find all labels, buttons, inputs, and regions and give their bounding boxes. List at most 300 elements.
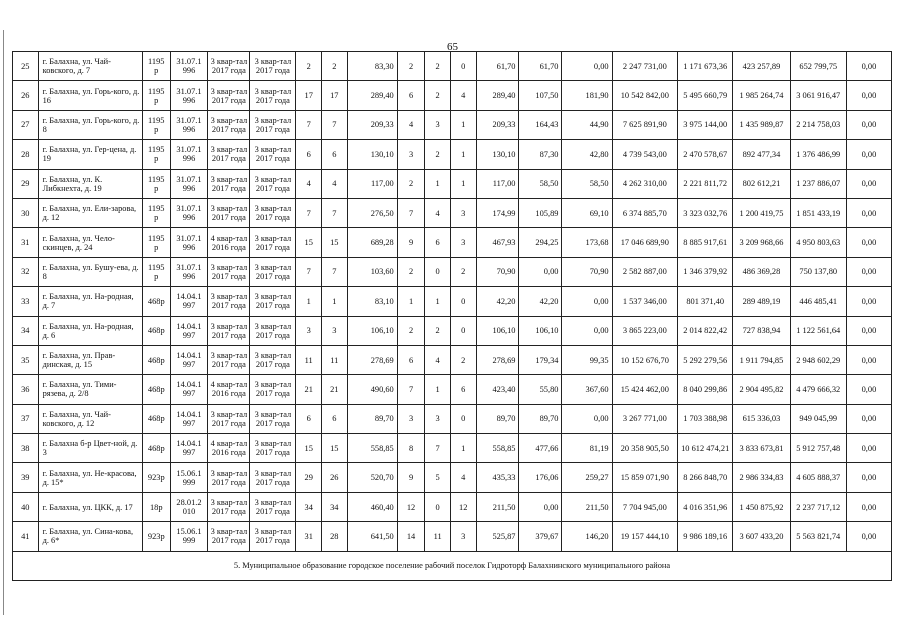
table-row [13,434,892,463]
area-owned-cell: 164,43 [519,110,562,139]
planned-period-cell: 3 квар-тал 2017 года [208,404,250,433]
cost-regional-cell: 1 450 875,92 [733,492,790,521]
premises-owned-cell: 2 [425,52,451,81]
planned-period-cell: 3 квар-тал 2017 года [208,110,250,139]
area-municipal-cell: 181,90 [562,81,612,110]
residents-resettled-cell: 6 [322,404,348,433]
cost-fund-cell: 5 495 660,79 [678,81,733,110]
document-date-cell: 31.07.1 996 [170,52,208,81]
area-municipal-cell: 0,00 [562,52,612,81]
cost-other-cell: 0,00 [846,316,891,345]
premises-total-cell: 3 [397,404,425,433]
cost-total-cell: 10 152 676,70 [612,345,677,374]
cost-regional-cell: 615 336,03 [733,404,790,433]
address-cell: г. Балахна, ул. Гер-цена, д. 19 [38,140,142,169]
area-municipal-cell: 70,90 [562,257,612,286]
document-number-cell: 1195 р [142,110,170,139]
table-row [13,140,892,169]
premises-owned-cell: 7 [425,434,451,463]
document-number-cell: 468р [142,375,170,404]
area-owned-cell: 176,06 [519,463,562,492]
document-date-cell: 31.07.1 996 [170,140,208,169]
planned-period-cell: 3 квар-тал 2017 года [208,140,250,169]
address-cell: г. Балахна, ул. Прав-динская, д. 15 [38,345,142,374]
address-cell: г. Балахна, ул. Бушу-ева, д. 8 [38,257,142,286]
premises-owned-cell: 1 [425,169,451,198]
table-row [13,52,892,81]
area-owned-cell: 477,66 [519,434,562,463]
cost-total-cell: 6 374 885,70 [612,198,677,227]
premises-municipal-cell: 0 [450,316,476,345]
area-cell: 278,69 [347,345,397,374]
area-total-cell: 117,00 [476,169,519,198]
premises-total-cell: 2 [397,169,425,198]
area-cell: 117,00 [347,169,397,198]
table-body [13,52,892,552]
cost-other-cell: 0,00 [846,198,891,227]
row-number: 38 [13,434,39,463]
planned-period-cell: 4 квар-тал 2016 года [208,228,250,257]
residents-cell: 7 [296,257,322,286]
residents-resettled-cell: 7 [322,110,348,139]
row-number: 36 [13,375,39,404]
area-cell: 83,30 [347,52,397,81]
premises-owned-cell: 1 [425,287,451,316]
cost-local-cell: 1 851 433,19 [790,198,846,227]
planned-period-cell: 3 квар-тал 2017 года [208,257,250,286]
area-owned-cell: 294,25 [519,228,562,257]
planned-period-cell: 3 квар-тал 2017 года [208,81,250,110]
cost-fund-cell: 2 221 811,72 [678,169,733,198]
cost-total-cell: 3 267 771,00 [612,404,677,433]
cost-regional-cell: 3 607 433,20 [733,522,790,551]
area-cell: 209,33 [347,110,397,139]
premises-municipal-cell: 2 [450,345,476,374]
residents-resettled-cell: 15 [322,434,348,463]
cost-other-cell: 0,00 [846,110,891,139]
page-number: 65 [447,41,458,53]
completion-period-cell: 3 квар-тал 2017 года [250,345,296,374]
cost-local-cell: 2 214 758,03 [790,110,846,139]
premises-owned-cell: 5 [425,463,451,492]
residents-cell: 7 [296,198,322,227]
planned-period-cell: 4 квар-тал 2016 года [208,375,250,404]
premises-municipal-cell: 2 [450,257,476,286]
residents-resettled-cell: 7 [322,257,348,286]
area-municipal-cell: 0,00 [562,404,612,433]
row-number: 33 [13,287,39,316]
cost-fund-cell: 4 016 351,96 [678,492,733,521]
table-row [13,492,892,521]
cost-fund-cell: 8 266 848,70 [678,463,733,492]
table-row [13,257,892,286]
document-date-cell: 14.04.1 997 [170,375,208,404]
premises-total-cell: 9 [397,228,425,257]
cost-fund-cell: 3 975 144,00 [678,110,733,139]
table-row [13,287,892,316]
completion-period-cell: 3 квар-тал 2017 года [250,198,296,227]
cost-total-cell: 7 704 945,00 [612,492,677,521]
document-number-cell: 1195 р [142,228,170,257]
premises-municipal-cell: 1 [450,140,476,169]
residents-cell: 3 [296,316,322,345]
row-number: 37 [13,404,39,433]
premises-total-cell: 4 [397,110,425,139]
row-number: 26 [13,81,39,110]
row-number: 31 [13,228,39,257]
premises-owned-cell: 3 [425,110,451,139]
premises-municipal-cell: 0 [450,404,476,433]
area-owned-cell: 55,80 [519,375,562,404]
address-cell: г. Балахна, ул. Сина-кова, д. 6* [38,522,142,551]
premises-municipal-cell: 0 [450,287,476,316]
premises-owned-cell: 6 [425,228,451,257]
residents-cell: 6 [296,404,322,433]
area-total-cell: 435,33 [476,463,519,492]
cost-total-cell: 15 424 462,00 [612,375,677,404]
cost-regional-cell: 289 489,19 [733,287,790,316]
planned-period-cell: 3 квар-тал 2017 года [208,316,250,345]
residents-cell: 2 [296,52,322,81]
document-number-cell: 1195 р [142,169,170,198]
residents-cell: 21 [296,375,322,404]
document-number-cell: 1195 р [142,198,170,227]
address-cell: г. Балахна, ул. Чай-ковского, д. 12 [38,404,142,433]
address-cell: г. Балахна, ул. Чело-скинцев, д. 24 [38,228,142,257]
cost-regional-cell: 3 209 968,66 [733,228,790,257]
premises-owned-cell: 0 [425,492,451,521]
residents-cell: 1 [296,287,322,316]
premises-municipal-cell: 1 [450,169,476,198]
area-total-cell: 211,50 [476,492,519,521]
document-number-cell: 1195 р [142,52,170,81]
address-cell: г. Балахна, ул. Горь-кого, д. 8 [38,110,142,139]
premises-municipal-cell: 4 [450,81,476,110]
area-owned-cell: 379,67 [519,522,562,551]
area-municipal-cell: 42,80 [562,140,612,169]
completion-period-cell: 3 квар-тал 2017 года [250,404,296,433]
table-row [13,375,892,404]
planned-period-cell: 3 квар-тал 2017 года [208,492,250,521]
premises-total-cell: 6 [397,345,425,374]
cost-total-cell: 10 542 842,00 [612,81,677,110]
area-cell: 276,50 [347,198,397,227]
document-number-cell: 1195 р [142,140,170,169]
premises-owned-cell: 1 [425,375,451,404]
table-row [13,169,892,198]
address-cell: г. Балахна б-р Цвет-ной, д. 3 [38,434,142,463]
table-row [13,316,892,345]
area-cell: 289,40 [347,81,397,110]
cost-total-cell: 7 625 891,90 [612,110,677,139]
area-cell: 558,85 [347,434,397,463]
cost-local-cell: 5 563 821,74 [790,522,846,551]
document-number-cell: 1195 р [142,257,170,286]
cost-regional-cell: 1 200 419,75 [733,198,790,227]
premises-total-cell: 8 [397,434,425,463]
document-date-cell: 14.04.1 997 [170,434,208,463]
area-total-cell: 525,87 [476,522,519,551]
table-row [13,345,892,374]
address-cell: г. Балахна, ул. ЦКК, д. 17 [38,492,142,521]
area-owned-cell: 42,20 [519,287,562,316]
area-total-cell: 278,69 [476,345,519,374]
planned-period-cell: 3 квар-тал 2017 года [208,52,250,81]
cost-regional-cell: 1 911 794,85 [733,345,790,374]
area-cell: 460,40 [347,492,397,521]
premises-municipal-cell: 6 [450,375,476,404]
document-date-cell: 14.04.1 997 [170,316,208,345]
cost-other-cell: 0,00 [846,434,891,463]
row-number: 28 [13,140,39,169]
premises-municipal-cell: 4 [450,463,476,492]
premises-municipal-cell: 1 [450,434,476,463]
document-date-cell: 31.07.1 996 [170,198,208,227]
area-owned-cell: 89,70 [519,404,562,433]
left-margin-rule [3,30,5,615]
table-row [13,463,892,492]
area-owned-cell: 106,10 [519,316,562,345]
completion-period-cell: 3 квар-тал 2017 года [250,375,296,404]
cost-total-cell: 4 739 543,00 [612,140,677,169]
residents-resettled-cell: 7 [322,198,348,227]
premises-total-cell: 2 [397,52,425,81]
document-date-cell: 31.07.1 996 [170,169,208,198]
table-row [13,198,892,227]
area-municipal-cell: 0,00 [562,287,612,316]
document-number-cell: 1195 р [142,81,170,110]
cost-fund-cell: 10 612 474,21 [678,434,733,463]
area-total-cell: 209,33 [476,110,519,139]
residents-cell: 15 [296,434,322,463]
premises-total-cell: 7 [397,198,425,227]
cost-other-cell: 0,00 [846,52,891,81]
premises-owned-cell: 3 [425,404,451,433]
document-date-cell: 31.07.1 996 [170,81,208,110]
cost-other-cell: 0,00 [846,169,891,198]
cost-total-cell: 19 157 444,10 [612,522,677,551]
document-number-cell: 468р [142,345,170,374]
document-date-cell: 28.01.2 010 [170,492,208,521]
cost-local-cell: 750 137,80 [790,257,846,286]
premises-municipal-cell: 1 [450,110,476,139]
cost-regional-cell: 727 838,94 [733,316,790,345]
document-date-cell: 31.07.1 996 [170,110,208,139]
address-cell: г. Балахна, ул. Тими-рязева, д. 2/8 [38,375,142,404]
area-owned-cell: 87,30 [519,140,562,169]
completion-period-cell: 3 квар-тал 2017 года [250,110,296,139]
residents-resettled-cell: 28 [322,522,348,551]
cost-fund-cell: 3 323 032,76 [678,198,733,227]
document-date-cell: 15.06.1 999 [170,522,208,551]
area-cell: 490,60 [347,375,397,404]
cost-regional-cell: 423 257,89 [733,52,790,81]
row-number: 40 [13,492,39,521]
premises-total-cell: 3 [397,140,425,169]
row-number: 41 [13,522,39,551]
residents-resettled-cell: 4 [322,169,348,198]
area-owned-cell: 179,34 [519,345,562,374]
completion-period-cell: 3 квар-тал 2017 года [250,228,296,257]
address-cell: г. Балахна, ул. Ели-зарова, д. 12 [38,198,142,227]
cost-total-cell: 20 358 905,50 [612,434,677,463]
document-date-cell: 31.07.1 996 [170,228,208,257]
premises-total-cell: 7 [397,375,425,404]
cost-local-cell: 949 045,99 [790,404,846,433]
cost-local-cell: 446 485,41 [790,287,846,316]
cost-other-cell: 0,00 [846,492,891,521]
document-date-cell: 14.04.1 997 [170,287,208,316]
cost-other-cell: 0,00 [846,228,891,257]
premises-owned-cell: 2 [425,140,451,169]
table-row [13,404,892,433]
cost-fund-cell: 5 292 279,56 [678,345,733,374]
completion-period-cell: 3 квар-тал 2017 года [250,257,296,286]
completion-period-cell: 3 квар-тал 2017 года [250,522,296,551]
area-municipal-cell: 58,50 [562,169,612,198]
area-total-cell: 89,70 [476,404,519,433]
area-municipal-cell: 146,20 [562,522,612,551]
cost-fund-cell: 2 470 578,67 [678,140,733,169]
address-cell: г. Балахна, ул. На-родная, д. 6 [38,316,142,345]
area-cell: 89,70 [347,404,397,433]
cost-other-cell: 0,00 [846,345,891,374]
table-row [13,522,892,551]
document-number-cell: 18р [142,492,170,521]
premises-owned-cell: 2 [425,316,451,345]
area-total-cell: 61,70 [476,52,519,81]
row-number: 35 [13,345,39,374]
row-number: 32 [13,257,39,286]
completion-period-cell: 3 квар-тал 2017 года [250,81,296,110]
cost-fund-cell: 9 986 189,16 [678,522,733,551]
residents-resettled-cell: 26 [322,463,348,492]
area-cell: 520,70 [347,463,397,492]
cost-other-cell: 0,00 [846,463,891,492]
area-total-cell: 42,20 [476,287,519,316]
address-cell: г. Балахна, ул. На-родная, д. 7 [38,287,142,316]
residents-cell: 17 [296,81,322,110]
area-owned-cell: 0,00 [519,257,562,286]
completion-period-cell: 3 квар-тал 2017 года [250,287,296,316]
row-number: 39 [13,463,39,492]
residents-resettled-cell: 34 [322,492,348,521]
premises-municipal-cell: 3 [450,198,476,227]
planned-period-cell: 3 квар-тал 2017 года [208,169,250,198]
area-cell: 103,60 [347,257,397,286]
cost-local-cell: 3 061 916,47 [790,81,846,110]
document-number-cell: 468р [142,316,170,345]
row-number: 30 [13,198,39,227]
area-municipal-cell: 99,35 [562,345,612,374]
document-date-cell: 15.06.1 999 [170,463,208,492]
row-number: 27 [13,110,39,139]
cost-local-cell: 4 479 666,32 [790,375,846,404]
cost-local-cell: 5 912 757,48 [790,434,846,463]
planned-period-cell: 3 квар-тал 2017 года [208,198,250,227]
cost-regional-cell: 2 904 495,82 [733,375,790,404]
premises-total-cell: 14 [397,522,425,551]
cost-regional-cell: 3 833 673,81 [733,434,790,463]
area-cell: 106,10 [347,316,397,345]
table-row [13,81,892,110]
completion-period-cell: 3 квар-тал 2017 года [250,140,296,169]
premises-total-cell: 12 [397,492,425,521]
address-cell: г. Балахна, ул. Не-красова, д. 15* [38,463,142,492]
premises-total-cell: 2 [397,257,425,286]
residents-cell: 31 [296,522,322,551]
residents-resettled-cell: 6 [322,140,348,169]
planned-period-cell: 3 квар-тал 2017 года [208,345,250,374]
area-total-cell: 174,99 [476,198,519,227]
document-date-cell: 14.04.1 997 [170,404,208,433]
area-total-cell: 467,93 [476,228,519,257]
completion-period-cell: 3 квар-тал 2017 года [250,434,296,463]
cost-regional-cell: 802 612,21 [733,169,790,198]
premises-total-cell: 6 [397,81,425,110]
address-cell: г. Балахна, ул. Горь-кого, д. 16 [38,81,142,110]
area-owned-cell: 107,50 [519,81,562,110]
planned-period-cell: 3 квар-тал 2017 года [208,463,250,492]
completion-period-cell: 3 квар-тал 2017 года [250,169,296,198]
area-municipal-cell: 69,10 [562,198,612,227]
area-total-cell: 130,10 [476,140,519,169]
residents-resettled-cell: 21 [322,375,348,404]
residents-resettled-cell: 1 [322,287,348,316]
cost-regional-cell: 486 369,28 [733,257,790,286]
area-owned-cell: 58,50 [519,169,562,198]
cost-other-cell: 0,00 [846,287,891,316]
cost-fund-cell: 1 171 673,36 [678,52,733,81]
cost-regional-cell: 892 477,34 [733,140,790,169]
residents-resettled-cell: 2 [322,52,348,81]
area-cell: 689,28 [347,228,397,257]
area-cell: 83,10 [347,287,397,316]
area-owned-cell: 0,00 [519,492,562,521]
cost-local-cell: 2 948 602,29 [790,345,846,374]
residents-resettled-cell: 17 [322,81,348,110]
cost-regional-cell: 1 435 989,87 [733,110,790,139]
completion-period-cell: 3 квар-тал 2017 года [250,492,296,521]
area-total-cell: 106,10 [476,316,519,345]
area-total-cell: 423,40 [476,375,519,404]
document-date-cell: 14.04.1 997 [170,345,208,374]
area-cell: 130,10 [347,140,397,169]
premises-owned-cell: 2 [425,81,451,110]
residents-resettled-cell: 11 [322,345,348,374]
cost-fund-cell: 1 346 379,92 [678,257,733,286]
premises-municipal-cell: 3 [450,228,476,257]
completion-period-cell: 3 квар-тал 2017 года [250,463,296,492]
document-date-cell: 31.07.1 996 [170,257,208,286]
residents-cell: 4 [296,169,322,198]
table-row [13,110,892,139]
table-row [13,228,892,257]
area-municipal-cell: 81,19 [562,434,612,463]
premises-owned-cell: 11 [425,522,451,551]
residents-cell: 6 [296,140,322,169]
cost-local-cell: 4 950 803,63 [790,228,846,257]
premises-total-cell: 9 [397,463,425,492]
premises-total-cell: 1 [397,287,425,316]
completion-period-cell: 3 квар-тал 2017 года [250,316,296,345]
residents-resettled-cell: 3 [322,316,348,345]
cost-local-cell: 4 605 888,37 [790,463,846,492]
cost-local-cell: 1 122 561,64 [790,316,846,345]
row-number: 34 [13,316,39,345]
premises-owned-cell: 4 [425,345,451,374]
completion-period-cell: 3 квар-тал 2017 года [250,52,296,81]
